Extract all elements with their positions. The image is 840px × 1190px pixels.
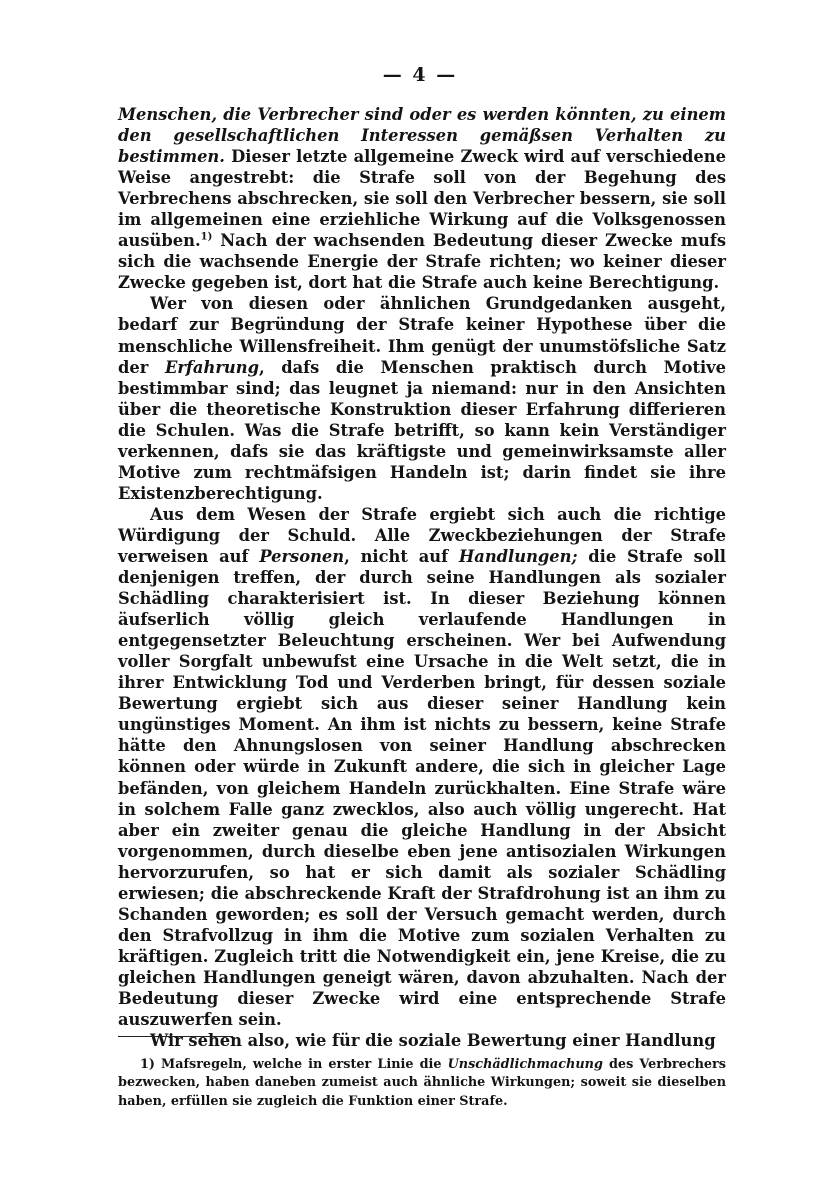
footnote — [118, 1056, 726, 1112]
text-run: , dafs die Menschen praktisch durch Motive bestimmbar sind; das leugnet ja niemand: nur in den Ansichten über die theoretische Konstruktion dieser Erfahrung differieren die Schulen. Was die Strafe betrifft, so kann kein Verständiger verkennen, dafs sie das kräftigste und gemeinwirksamste aller Motive zum rechtmäfsigen Handeln ist; darin findet sie ihre Existenzberechtigung. — [118, 357, 726, 503]
text-run: Wir sehen also, wie für die soziale Bewertung einer Handlung — [150, 1031, 716, 1051]
paragraph-3 — [118, 504, 726, 1030]
text-run: , nicht auf — [344, 546, 459, 566]
text-run: des Verbrechers bezwecken, haben daneben zumeist auch ähnliche Wirkungen; soweit sie dieselben haben, erfüllen sie zugleich die Funktion einer Strafe. — [118, 1056, 727, 1109]
italic-text: Menschen, die Verbrecher sind oder es werden könnten, zu einem den gesellschaftlichen Interessen gemäßsen Verhalten zu bestimmen. — [118, 105, 726, 167]
paragraph-2 — [118, 293, 726, 503]
italic-text: Erfahrung — [164, 357, 259, 377]
text-run: Dieser letzte allgemeine Zweck wird auf verschiedene Weise angestrebt: die Strafe soll von der Begehung des Verbrechens abschrecken, sie soll den Verbrecher bessern, sie soll im allgemeinen eine erziehliche Wirkung auf die Volksgenossen ausüben. — [118, 147, 726, 251]
footnote-divider — [118, 1036, 233, 1037]
italic-text: Personen — [259, 546, 345, 566]
page-number: — 4 — — [382, 64, 458, 86]
paragraph-4 — [118, 1030, 726, 1051]
text-run: die Strafe soll denjenigen treffen, der durch seine Handlungen als sozialer Schädling charakterisiert ist. In dieser Beziehung können äufserlich völlig gleich verlaufende Handlungen in entgegensetzter Beleuchtung erscheinen. Wer bei Aufwendung voller Sorgfalt unbewufst eine Ursache in die Welt setzt, die in ihrer Entwicklung Tod und Verderben bringt, für dessen soziale Bewertung ergiebt sich aus dieser seiner Handlung kein ungünstiges Moment. An ihm ist nichts zu bessern, keine Strafe hätte den Ahnungslosen von seiner Handlung abschrecken können oder würde in Zukunft andere, die sich in gleicher Lage befänden, von gleichem Handeln zurückhalten. Eine Strafe wäre in solchem Falle ganz zwecklos, also auch völlig ungerecht. Hat aber ein zweiter genau die gleiche Handlung in der Absicht vorgenommen, durch dieselbe eben jene antisozialen Wirkungen hervorzurufen, so hat er sich damit als sozialer Schädling erwiesen; die abschreckende Kraft der Strafdrohung ist an ihm zu Schanden geworden; es soll der Versuch gemacht werden, durch den Strafvollzug in ihm die Motive zum sozialen Verhalten zu kräftigen. Zugleich tritt die Notwendigkeit ein, jene Kreise, die zu gleichen Handlungen geneigt wären, davon abzuhalten. Nach der Bedeutung dieser Zwecke wird eine entsprechende Strafe auszuwerfen sein. — [118, 546, 726, 1030]
italic-text: Unschädlichmachung — [447, 1056, 603, 1072]
main-text — [118, 104, 726, 1051]
footnote-marker: 1) — [200, 231, 213, 243]
text-run: Nach der wachsenden Bedeutung dieser Zwecke mufs sich die wachsende Energie der Strafe richten; wo keiner dieser Zwecke gegeben ist, dort hat die Strafe auch keine Berechtigung. — [118, 231, 726, 293]
paragraph-1 — [118, 104, 726, 293]
text-run: Aus dem Wesen der Strafe ergiebt sich auch die richtige Würdigung der Schuld. Alle Zweckbeziehungen der Strafe verweisen auf — [118, 504, 726, 566]
text-run: 1) Mafsregeln, welche in erster Linie die — [140, 1056, 448, 1072]
text-run: Wer von diesen oder ähnlichen Grundgedanken ausgeht, bedarf zur Begründung der Strafe keiner Hypothese über die menschliche Willensfreiheit. Ihm genügt der unumstöfsliche Satz der — [118, 294, 726, 377]
italic-text: Handlungen; — [458, 546, 578, 566]
